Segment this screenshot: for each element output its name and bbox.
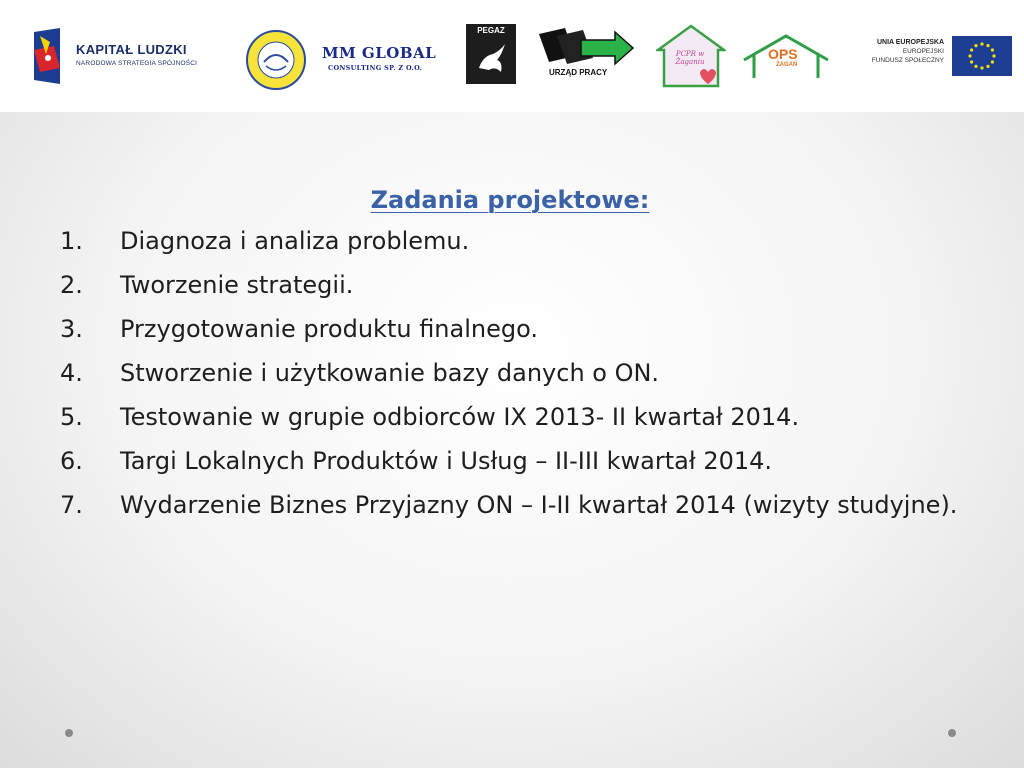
task-list (60, 226, 960, 520)
list-item-number: 7. (60, 491, 83, 519)
ops-subtitle: ŻAGAŃ (776, 62, 798, 68)
ops-title: OPS (768, 46, 798, 62)
pcpr-logo (656, 24, 726, 88)
ops-logo (740, 32, 832, 82)
list-item (60, 314, 960, 344)
unia-line2: EUROPEJSKI (902, 48, 944, 55)
list-item-number: 1. (60, 227, 83, 255)
list-item-number: 2. (60, 271, 83, 299)
slide-heading: Zadania projektowe: (370, 186, 650, 214)
slide-nav-prev-dot[interactable] (65, 729, 73, 737)
pegasus-icon (471, 38, 511, 78)
unia-line1: UNIA EUROPEJSKA (876, 39, 944, 46)
unia-europejska-text (858, 38, 944, 65)
list-item-text: Diagnoza i analiza problemu. (120, 227, 470, 255)
list-item-number: 4. (60, 359, 83, 387)
kapital-ludzki-emblem-icon (30, 28, 66, 84)
logo-bar (0, 0, 1024, 112)
list-item (60, 358, 960, 388)
kapital-ludzki-logo (30, 26, 220, 86)
kapital-ludzki-title: KAPITAŁ LUDZKI (76, 42, 187, 57)
list-item (60, 446, 960, 476)
slide-nav-next-dot[interactable] (948, 729, 956, 737)
unia-line3: FUNDUSZ SPOŁECZNY (871, 57, 944, 64)
list-item-text: Tworzenie strategii. (120, 271, 354, 299)
list-item (60, 490, 960, 520)
mm-global-subtitle: CONSULTING SP. Z O.O. (328, 64, 423, 72)
list-item (60, 270, 960, 300)
list-item-text: Przygotowanie produktu finalnego. (120, 315, 538, 343)
list-item (60, 226, 960, 256)
round-badge-logo (246, 30, 306, 90)
pegaz-logo (466, 24, 516, 84)
list-item-number: 6. (60, 447, 83, 475)
slide-content (60, 180, 960, 534)
list-item-text: Wydarzenie Biznes Przyjazny ON – I-II kwartał 2014 (wizyty studyjne). (120, 491, 958, 519)
list-item-text: Targi Lokalnych Produktów i Usług – II-III kwartał 2014. (120, 447, 773, 475)
mm-global-logo (322, 44, 452, 78)
urzad-pracy-arrows-icon (535, 26, 635, 68)
urzad-pracy-title: URZĄD PRACY (549, 68, 608, 77)
list-item (60, 402, 960, 432)
mm-global-title: MM GLOBAL (322, 44, 437, 62)
list-item-text: Testowanie w grupie odbiorców IX 2013- II kwartał 2014. (120, 403, 800, 431)
pegaz-title: PEGAZ (477, 26, 505, 35)
pcpr-title: PCPR w Żaganiu (675, 50, 705, 66)
list-item-number: 5. (60, 403, 83, 431)
round-badge-icon (246, 30, 306, 90)
list-item-number: 3. (60, 315, 83, 343)
unia-europejska-logo (858, 36, 1014, 76)
list-item-text: Stworzenie i użytkowanie bazy danych o ON. (120, 359, 660, 387)
urzad-pracy-logo (535, 26, 635, 82)
kapital-ludzki-subtitle: NARODOWA STRATEGIA SPÓJNOŚCI (76, 60, 198, 67)
eu-flag-icon (952, 36, 1012, 76)
